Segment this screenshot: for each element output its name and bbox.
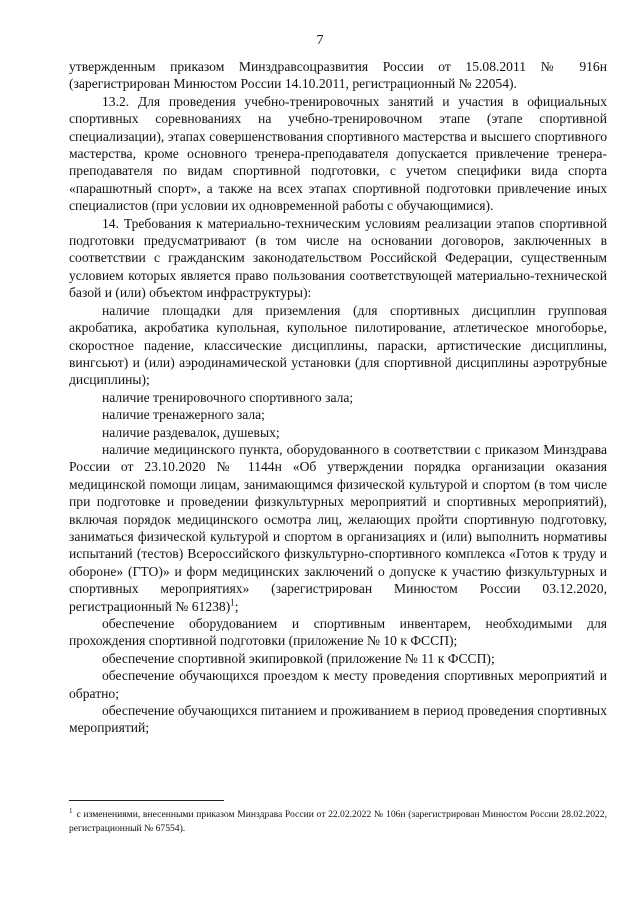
footnote	[69, 808, 607, 836]
footnote-text: с изменениями, внесенными приказом Минздрава России от 22.02.2022 № 106н (зарегистрирован Минюстом России 28.02.2022, регистрационный № 67554).	[69, 809, 607, 834]
paragraph-continuation: утвержденным приказом Минздравсоцразвития России от 15.08.2011 № 916н (зарегистрирован Минюстом России 14.10.2011, регистрационный № 22054).	[69, 59, 607, 92]
list-item-travel: обеспечение обучающихся проездом к месту проведения спортивных мероприятий и обратно;	[69, 668, 607, 701]
list-item-sports-gear: обеспечение спортивной экипировкой (приложение № 11 к ФССП);	[102, 650, 495, 666]
document-body	[69, 58, 607, 737]
medical-point-text: наличие медицинского пункта, оборудованного в соответствии с приказом Минздрава России от 23.10.2020 № 1144н «Об утверждении порядка организации оказания медицинской помощи лицам, занимающимся физической культурой и спортом (в том числе при подготовке и проведении физкультурных мероприятий и спортивных мероприятий), включая порядок медицинского осмотра лиц, желающих пройти спортивную подготовку, заниматься физической культурой и спортом в организациях и (или) выполнить нормативы испытаний (тестов) Всероссийского физкультурно-спортивного комплекса «Готов к труду и обороне» (ГТО)» и форм медицинских заключений о допуске к участию физкультурных и спортивных мероприятиях» (зарегистрирован Минюстом России 03.12.2020, регистрационный № 61238)	[69, 441, 607, 614]
footnote-reference[interactable]: 1	[230, 597, 235, 608]
footnote-reference-trailing: ;	[234, 598, 239, 614]
footnote-separator	[69, 800, 224, 801]
list-item-landing-area: наличие площадки для приземления (для спортивных дисциплин групповая акробатика, акробатика купольная, купольное пилотирование, атлетическое многоборье, скоростное падение, классические дисциплины, параски, артистические дисциплины, вингсьют) и (или) аэродинамической установки (для спортивной дисциплины аэротрубные дисциплины);	[69, 302, 607, 388]
list-item-locker-rooms: наличие раздевалок, душевых;	[102, 424, 280, 440]
list-item-gym: наличие тренажерного зала;	[102, 407, 265, 423]
paragraph-13-2: 13.2. Для проведения учебно-тренировочных занятий и участия в официальных спортивных соревнованиях на учебно-тренировочном этапе (этапе спортивной специализации), этапах совершенствования спортивного мастерства и высшего спортивного мастерства, кроме основного тренера-преподавателя допускается привлечение тренера-преподавателя по видам спортивной подготовки, с учетом специфики вида спорта «парашютный спорт», а также на всех этапах спортивной подготовки привлечение иных специалистов (при условии их одновременной работы с обучающимися).	[69, 93, 607, 214]
page-number: 7	[316, 33, 324, 48]
list-item-medical-point	[69, 441, 607, 615]
list-item-meals-accommodation: обеспечение обучающихся питанием и проживанием в период проведения спортивных мероприятий;	[69, 703, 607, 736]
list-item-equipment: обеспечение оборудованием и спортивным инвентарем, необходимыми для прохождения спортивной подготовки (приложение № 10 к ФССП);	[69, 616, 607, 649]
paragraph-14: 14. Требования к материально-техническим условиям реализации этапов спортивной подготовки предусматривают (в том числе на основании договоров, заключенных в соответствии с гражданским законодательством Российской Федерации, существенным условием которых является право пользования соответствующей материально-технической базой и (или) объектом инфраструктуры):	[69, 215, 607, 301]
list-item-training-hall: наличие тренировочного спортивного зала;	[102, 389, 354, 405]
footnote-mark: 1	[69, 806, 73, 815]
